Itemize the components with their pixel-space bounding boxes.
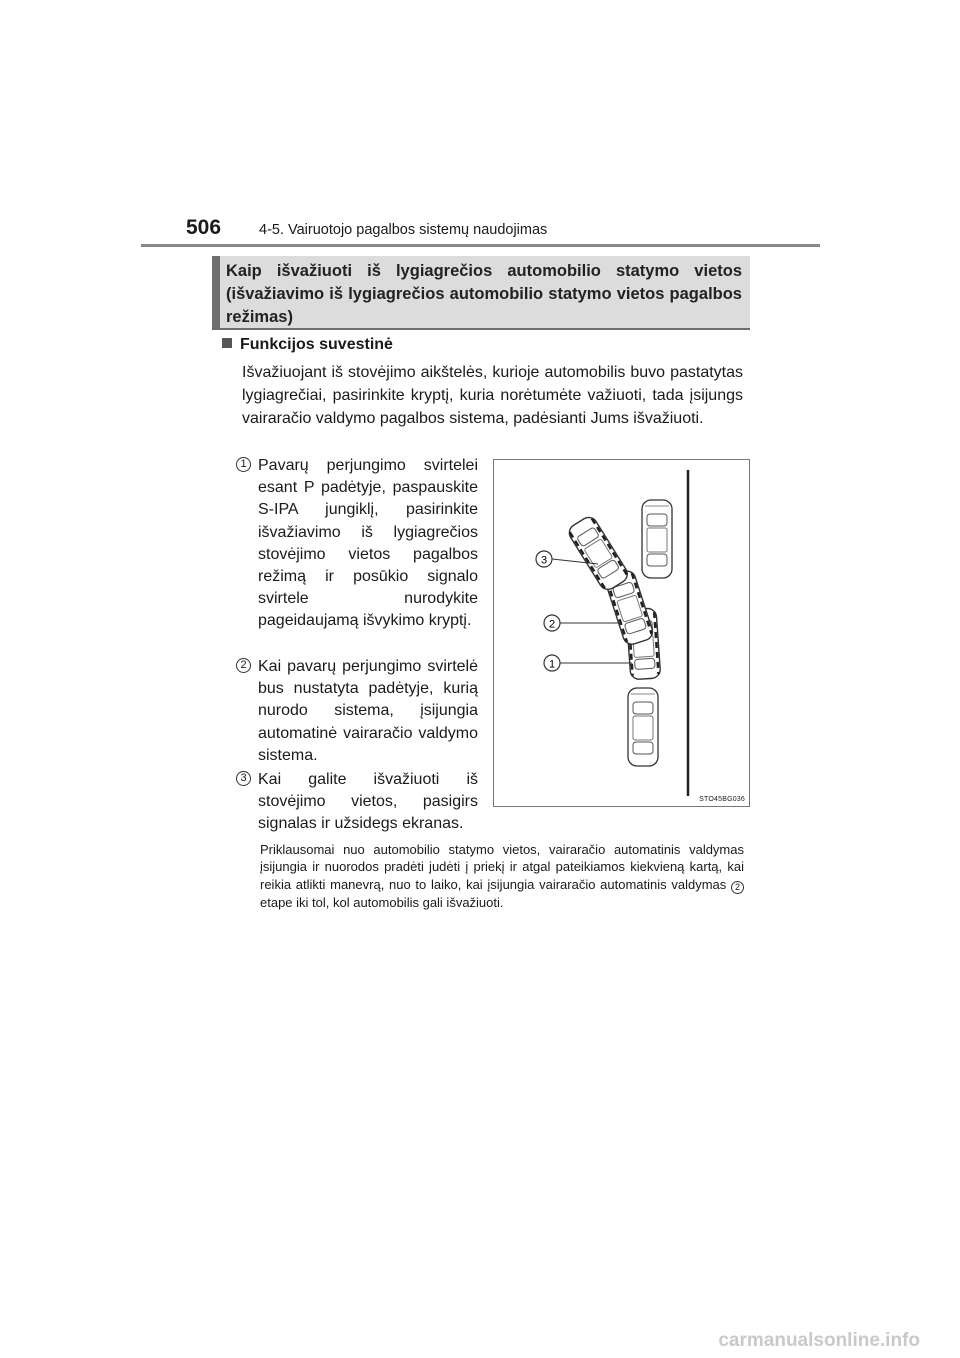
parking-illustration xyxy=(493,459,750,807)
step-number-badge: 2 xyxy=(236,658,251,673)
note-text-before: Priklausomai nuo automobilio statymo vietos, vairaračio automatinis valdymas įsijungia ir nuorodos pradėti judėti į priekį ir atgal pateikiamos kiekvieną kartą, kai reikia atlikti manevrą, nuo to laiko, kai įsijungia vairaračio automatinis valdymas xyxy=(260,842,744,892)
parked-car-rear xyxy=(628,688,658,766)
section-heading-box xyxy=(212,256,750,330)
note-text-after: etape iki tol, kol automobilis gali išvažiuoti. xyxy=(260,894,504,910)
step-item xyxy=(236,769,478,836)
callout-label-1: 1 xyxy=(548,658,556,671)
inline-step-badge: 2 xyxy=(731,881,744,894)
section-title: Kaip išvažiuoti iš lygiagrečios automobilio statymo vietos (išvažiavimo iš lygiagrečios automobilio statymo vietos pagalbos režimas) xyxy=(226,262,742,326)
step-item xyxy=(236,455,478,633)
car-position-3 xyxy=(566,514,631,593)
step-item xyxy=(236,656,478,767)
intro-paragraph: Išvažiuojant iš stovėjimo aikštelės, kurioje automobilis buvo pastatytas lygiagrečiai, pasirinkite kryptį, kuria norėtumėte važiuoti, tada įsijungs vairaračio valdymo pagalbos sistema, padėsianti Jums išvažiuoti. xyxy=(242,364,743,427)
step-text: Kai pavarų perjungimo svirtelė bus nustatyta padėtyje, kurią nurodo sistema, įsijungia automatinė vairaračio valdymo sistema. xyxy=(258,658,478,764)
figure-code: STO45BG036 xyxy=(699,796,745,803)
parking-diagram xyxy=(494,460,751,808)
subheading-text: Funkcijos suvestinė xyxy=(240,336,393,353)
step-text: Kai galite išvažiuoti iš stovėjimo vietos, pasigirs signalas ir užsidegs ekranas. xyxy=(258,771,478,833)
callout-label-2: 2 xyxy=(548,618,556,631)
header-divider xyxy=(141,244,820,247)
step-number-badge: 3 xyxy=(236,771,251,786)
chapter-title: 4-5. Vairuotojo pagalbos sistemų naudojimas xyxy=(259,222,548,238)
step-number-badge: 1 xyxy=(236,457,251,472)
parked-car-front xyxy=(642,500,672,578)
callout-label-3: 3 xyxy=(540,554,548,567)
subheading xyxy=(222,336,393,354)
watermark: carmanualsonline.info xyxy=(718,1330,920,1351)
step-text: Pavarų perjungimo svirtelei esant P padėtyje, paspauskite S-IPA jungiklį, pasirinkite išvažiavimo iš lygiagrečios stovėjimo vietos pagalbos režimą ir posūkio signalo svirtele nurodykite pageidaujamą išvykimo kryptį. xyxy=(258,457,478,630)
page-number: 506 xyxy=(186,216,222,239)
bullet-square-icon xyxy=(222,338,232,348)
note-paragraph xyxy=(260,841,744,911)
